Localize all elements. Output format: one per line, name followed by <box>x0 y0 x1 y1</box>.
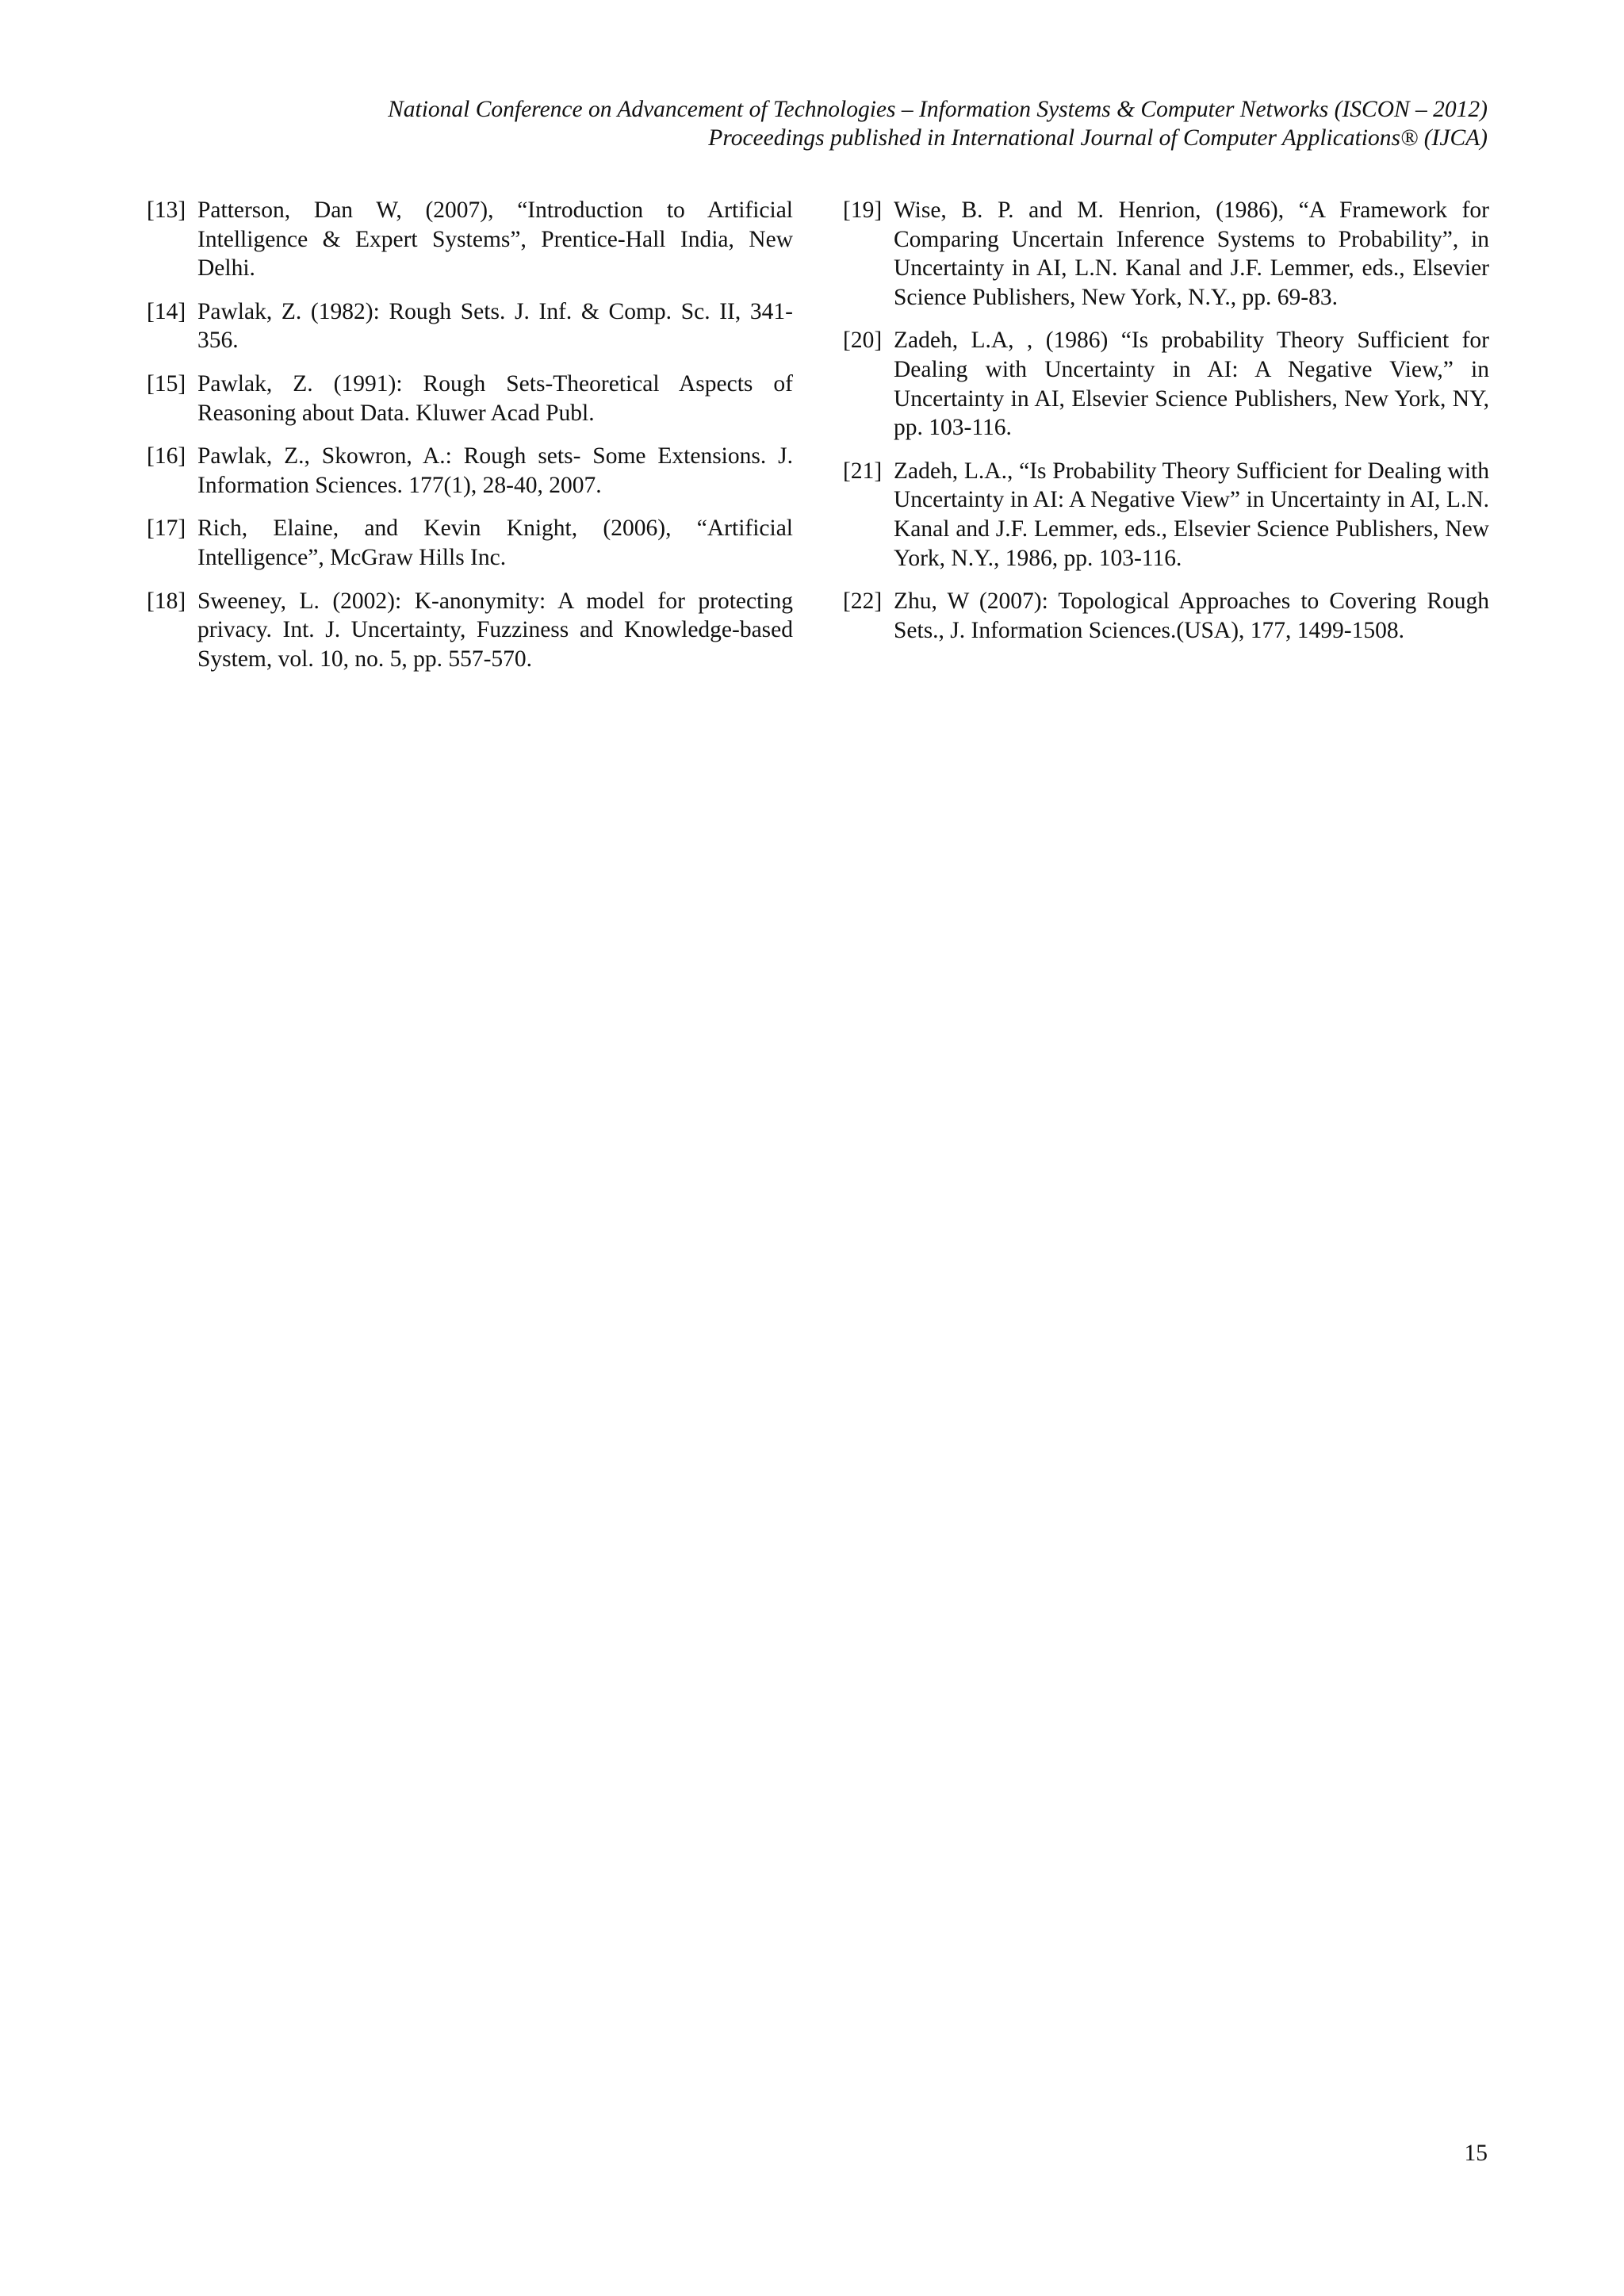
reference-number: [19] <box>843 197 883 223</box>
references-left-column <box>147 196 793 688</box>
reference-number: [21] <box>843 458 883 484</box>
reference-item <box>147 442 793 500</box>
reference-text: Pawlak, Z., Skowron, A.: Rough sets- Some Extensions. J. Information Sciences. 177(1), 28-40, 2007. <box>197 443 793 498</box>
header-proceedings-line: Proceedings published in International Journal of Computer Applications® (IJCA) <box>708 125 1488 151</box>
running-header <box>140 95 1488 152</box>
reference-text: Sweeney, L. (2002): K-anonymity: A model for protecting privacy. Int. J. Uncertainty, Fuzziness and Knowledge-based System, vol. 10, no. 5, pp. 557-570. <box>197 588 793 672</box>
reference-text: Zhu, W (2007): Topological Approaches to Covering Rough Sets., J. Information Sciences.(USA), 177, 1499-1508. <box>894 588 1489 643</box>
references-right-column <box>843 196 1489 659</box>
reference-item <box>843 457 1489 573</box>
reference-number: [22] <box>843 588 883 615</box>
reference-number: [13] <box>147 197 186 223</box>
reference-item <box>147 514 793 572</box>
reference-item <box>147 196 793 283</box>
reference-text: Zadeh, L.A, , (1986) “Is probability Theory Sufficient for Dealing with Uncertainty in AI: A Negative View,” in Uncertainty in AI, Elsevier Science Publishers, New York, NY, pp. 103-116. <box>894 328 1489 441</box>
reference-number: [17] <box>147 516 186 542</box>
header-conference-line: National Conference on Advancement of Technologies – Information Systems & Computer Networks (ISCON – 2012) <box>388 97 1488 122</box>
reference-item <box>147 587 793 674</box>
reference-text: Pawlak, Z. (1982): Rough Sets. J. Inf. & Comp. Sc. II, 341-356. <box>197 298 793 354</box>
reference-number: [16] <box>147 443 186 470</box>
reference-text: Zadeh, L.A., “Is Probability Theory Sufficient for Dealing with Uncertainty in AI: A Negative View” in Uncertainty in AI, L.N. Kanal and J.F. Lemmer, eds., Elsevier Science Publishers, New York, N.Y., 1986, pp. 103-116. <box>894 458 1489 571</box>
reference-number: [14] <box>147 298 186 324</box>
page-number: 15 <box>1464 2141 1488 2166</box>
reference-item <box>843 326 1489 442</box>
reference-item <box>147 370 793 427</box>
reference-item <box>843 587 1489 645</box>
reference-text: Patterson, Dan W, (2007), “Introduction to Artificial Intelligence & Expert Systems”, Prentice-Hall India, New Delhi. <box>197 197 793 282</box>
reference-text: Wise, B. P. and M. Henrion, (1986), “A Framework for Comparing Uncertain Inference Systems to Probability”, in Uncertainty in AI, L.N. Kanal and J.F. Lemmer, eds., Elsevier Science Publishers, New York, N.Y., pp. 69-83. <box>894 197 1489 310</box>
reference-text: Pawlak, Z. (1991): Rough Sets-Theoretical Aspects of Reasoning about Data. Kluwer Acad Publ. <box>197 370 793 426</box>
reference-number: [20] <box>843 328 883 354</box>
reference-item <box>147 297 793 355</box>
reference-number: [18] <box>147 588 186 614</box>
reference-text: Rich, Elaine, and Kevin Knight, (2006), “Artificial Intelligence”, McGraw Hills Inc. <box>197 516 793 570</box>
reference-number: [15] <box>147 370 186 397</box>
reference-item <box>843 196 1489 312</box>
